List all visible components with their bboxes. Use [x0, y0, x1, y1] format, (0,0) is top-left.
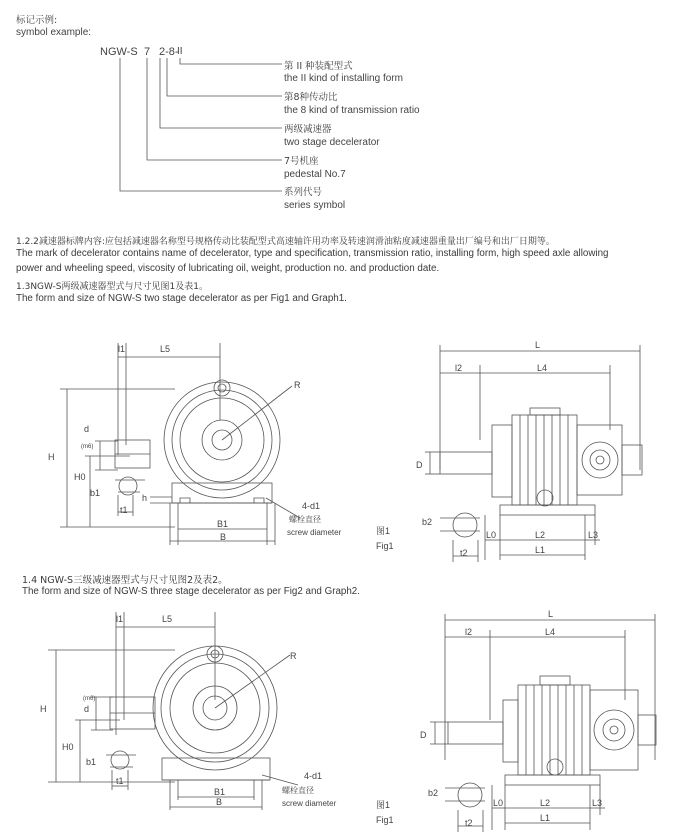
dim-h: h — [142, 493, 148, 503]
item-2-cn: 第8种传动比 — [284, 92, 338, 103]
fig2-dim-B: B — [216, 797, 223, 807]
dim-bolt-en: screw diameter — [287, 528, 342, 537]
fig2-dim-L4: L4 — [545, 627, 556, 637]
dim-t2: t2 — [460, 548, 468, 558]
code-roman: II — [177, 46, 183, 57]
item-5-cn: 系列代号 — [284, 187, 323, 198]
fig1-caption-en: Fig1 — [376, 541, 394, 551]
dim-t1: t1 — [120, 505, 128, 515]
fig2-dim-t2: t2 — [465, 818, 473, 828]
fig2-dim-t1: t1 — [116, 776, 124, 786]
dim-B1: B1 — [217, 519, 229, 529]
fig2-dim-b2: b2 — [428, 788, 439, 798]
fig2-dim-H: H — [40, 704, 47, 714]
fig1-caption-cn: 图1 — [376, 526, 391, 536]
fig2-dim-L: L — [548, 609, 554, 619]
fig2-dim-D: D — [420, 730, 427, 740]
fig2-dim-L5: L5 — [162, 614, 173, 624]
item-5-en: series symbol — [284, 200, 346, 211]
fig1-side-view — [425, 345, 642, 562]
fig2-dim-bolt: 4-d1 — [304, 771, 323, 781]
dim-bolt-cn: 螺栓直径 — [289, 515, 321, 524]
symbol-example-label-cn: 标记示例: — [16, 15, 58, 26]
dim-L0: L0 — [486, 530, 497, 540]
dim-L2: L2 — [535, 530, 546, 540]
section-14-en: The form and size of NGW-S three stage decelerator as per Fig2 and Graph2. — [22, 586, 360, 597]
dim-H0: H0 — [74, 472, 86, 482]
item-4-cn: 7号机座 — [284, 156, 319, 167]
dim-R: R — [294, 380, 301, 390]
fig2-dim-l2: l2 — [465, 627, 473, 637]
item-1-cn: 第 II 种装配型式 — [284, 61, 353, 72]
dim-D: D — [416, 460, 423, 470]
fig2-dim-b1: b1 — [86, 757, 97, 767]
section-13-en: The form and size of NGW-S two stage decelerator as per Fig1 and Graph1. — [16, 293, 347, 304]
item-2-en: the 8 kind of transmission ratio — [284, 105, 420, 116]
dim-B: B — [220, 532, 227, 542]
fig2-dim-m6: (m6) — [83, 696, 96, 702]
item-3-en: two stage decelerator — [284, 137, 380, 148]
dim-L3: L3 — [588, 530, 599, 540]
fig2-dim-R: R — [290, 651, 297, 661]
fig2-dim-B1: B1 — [214, 787, 226, 797]
item-4-en: pedestal No.7 — [284, 169, 346, 180]
item-1-en: the II kind of installing form — [284, 73, 403, 84]
code-prefix: NGW-S — [100, 46, 138, 58]
code-rest: 2-8- — [159, 46, 179, 58]
fig2-dim-L1: L1 — [540, 813, 551, 823]
symbol-example-label-en: symbol example: — [16, 27, 92, 38]
dim-L5: L5 — [160, 344, 171, 354]
dim-b1: b1 — [90, 488, 101, 498]
symbol-leader-lines — [120, 58, 282, 191]
fig2-dim-L3: L3 — [592, 798, 603, 808]
fig2-caption-en: Fig1 — [376, 815, 394, 825]
fig2-caption-cn: 图1 — [376, 800, 391, 810]
dim-m6: (m6) — [81, 444, 94, 450]
section-122-en-line1: The mark of decelerator contains name of decelerator, type and specification, transmission ratio, installing form, high speed axle allowing — [16, 248, 609, 259]
fig2-dim-d: d — [84, 704, 90, 714]
dim-L1: L1 — [535, 545, 546, 555]
section-14-cn: 1.4 NGW-S三级减速器型式与尺寸见图2及表2。 — [22, 575, 228, 586]
section-122-cn: 1.2.2减速器标牌内容:应包括减速器名称型号规格传动比装配型式高速轴许用功率及转速润滑油粘度减速器重量出厂编号和出厂日期等。 — [16, 237, 555, 247]
fig2-dim-l1: l1 — [116, 614, 124, 624]
item-3-cn: 两级减速器 — [284, 124, 332, 135]
fig2-dim-bolt-cn: 螺栓直径 — [282, 786, 314, 795]
dim-b2: b2 — [422, 517, 433, 527]
code-num: 7 — [144, 46, 151, 58]
dim-L: L — [535, 340, 541, 350]
fig1-front-view — [60, 343, 300, 545]
dim-l2: l2 — [455, 363, 463, 373]
fig2-dim-H0: H0 — [62, 742, 74, 752]
dim-H: H — [48, 452, 55, 462]
dim-bolt: 4-d1 — [302, 501, 321, 511]
section-13-cn: 1.3NGW-S两级减速器型式与尺寸见图1及表1。 — [16, 282, 208, 292]
dim-l1: l1 — [118, 344, 126, 354]
section-122-en-line2: power and wheeling speed, viscosity of lubricating oil, weight, production no. and production date. — [16, 263, 440, 274]
fig2-dim-bolt-en: screw diameter — [282, 799, 337, 808]
dim-d: d — [84, 424, 90, 434]
fig2-dim-L2: L2 — [540, 798, 551, 808]
fig2-dim-L0: L0 — [493, 798, 504, 808]
dim-L4: L4 — [537, 363, 548, 373]
